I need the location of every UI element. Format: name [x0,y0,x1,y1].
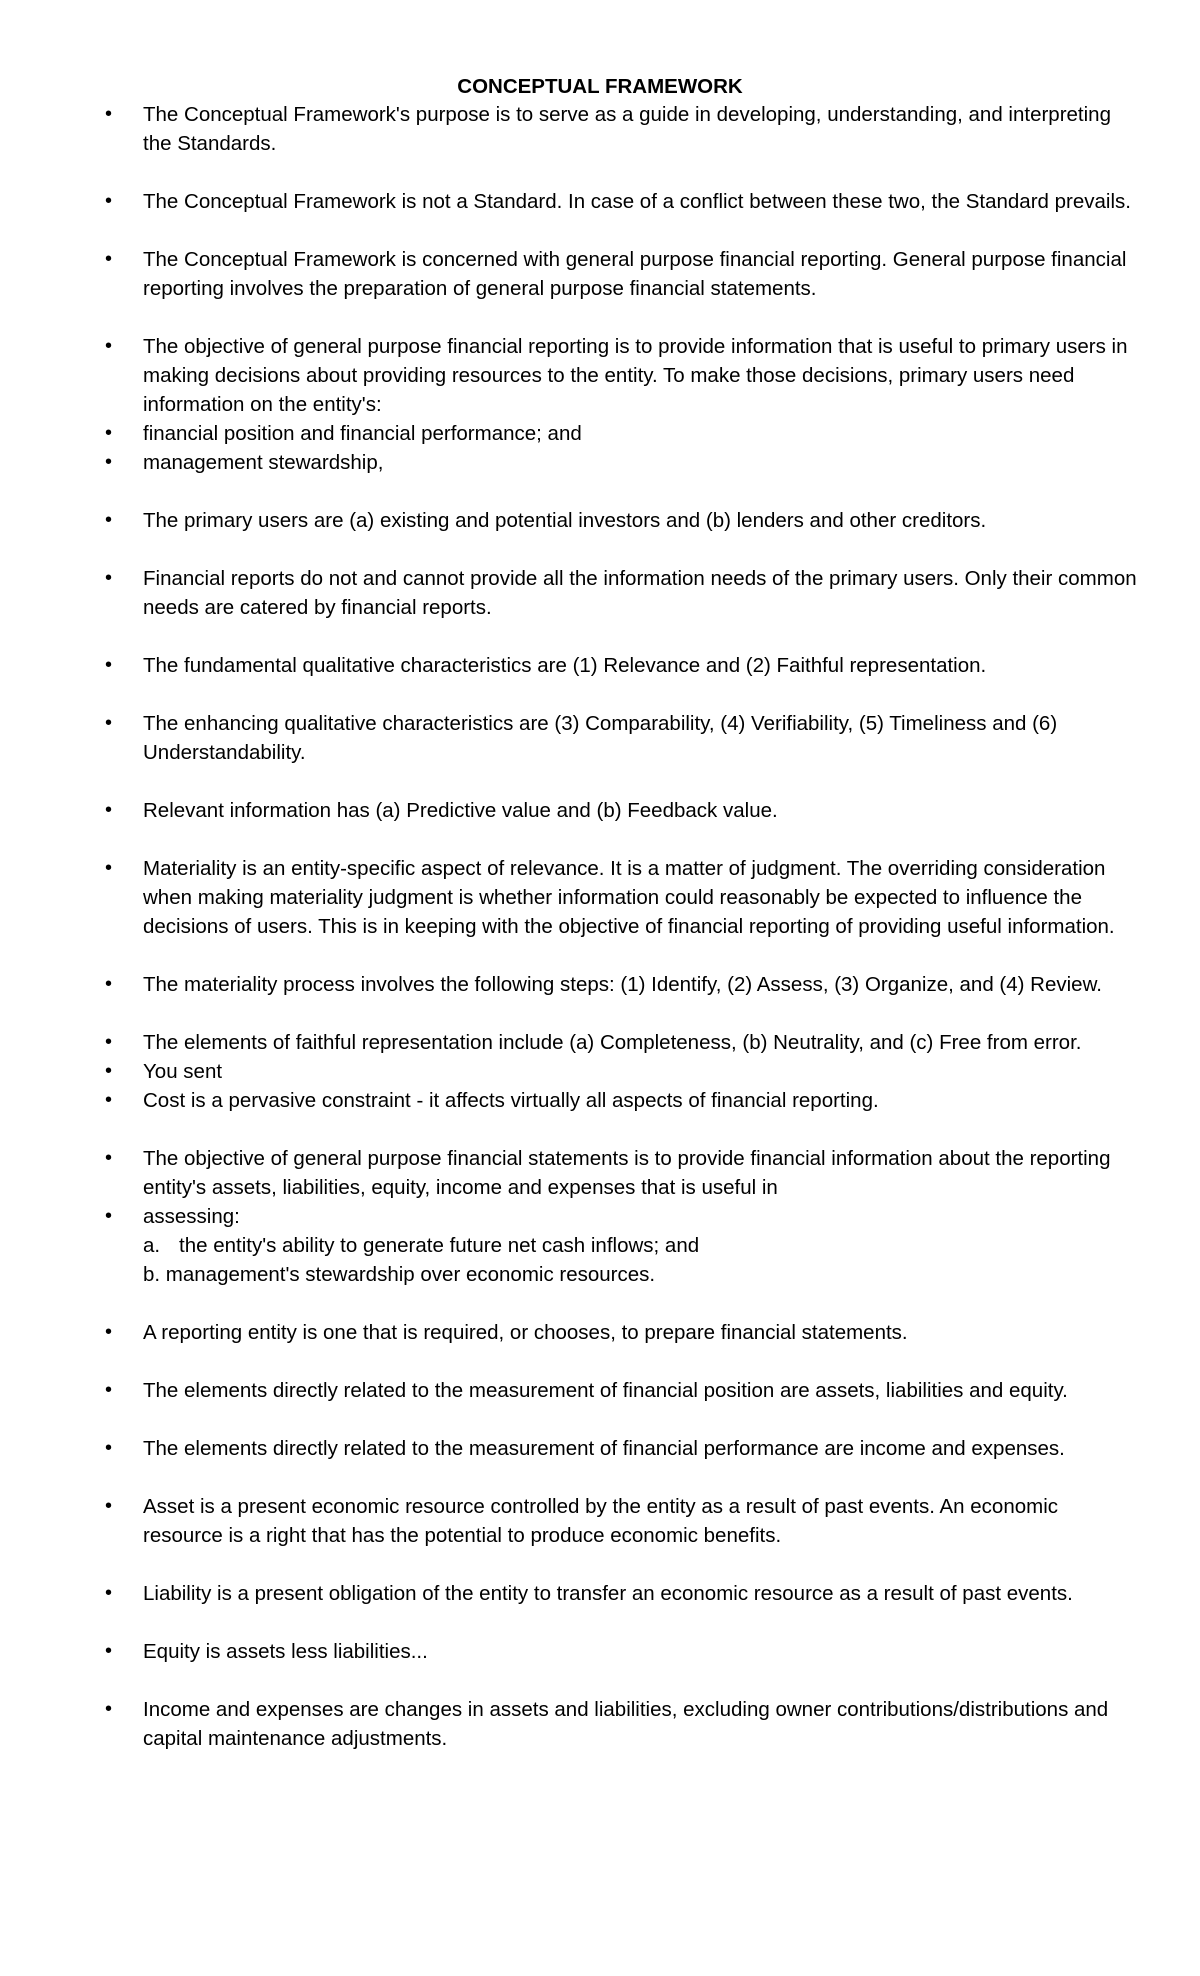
list-item [0,419,1143,448]
list-item [0,1202,1143,1231]
list-item [0,506,1143,535]
list-item-text: Asset is a present economic resource controlled by the entity as a result of past events. An economic resource is a right that has the potential to produce economic benefits. [143,1495,1059,1547]
bullet-icon: • [105,335,113,357]
list-item-text: The Conceptual Framework's purpose is to serve as a guide in developing, understanding, and interpreting the Standards. [143,103,1111,155]
sub-item-a [0,1231,1143,1260]
bullet-icon: • [105,654,113,676]
bullet-icon: • [105,1437,113,1459]
list-item-text: assessing: [143,1205,240,1228]
bullet-icon: • [105,567,113,589]
bullet-icon: • [105,1582,113,1604]
bullet-icon: • [105,1031,113,1053]
list-item-text: The elements of faithful representation include (a) Completeness, (b) Neutrality, and (c) Free from error. [143,1031,1082,1054]
list-item [0,1057,1143,1086]
list-item-text: The objective of general purpose financial reporting is to provide information that is useful to primary users in making decisions about providing resources to the entity. To make those decisions, primary users need information on the entity's: [143,335,1128,416]
list-item-text: The Conceptual Framework is concerned with general purpose financial reporting. General purpose financial reporting involves the preparation of general purpose financial statements. [143,248,1127,300]
bullet-icon: • [105,1495,113,1517]
list-item [0,1492,1143,1550]
list-item-text: The elements directly related to the measurement of financial performance are income and expenses. [143,1437,1065,1460]
list-item-text: Liability is a present obligation of the entity to transfer an economic resource as a result of past events. [143,1582,1073,1605]
list-item-text: The materiality process involves the following steps: (1) Identify, (2) Assess, (3) Organize, and (4) Review. [143,973,1102,996]
bullet-icon: • [105,248,113,270]
list-item [0,651,1143,680]
list-item [0,854,1143,941]
list-item [0,1144,1143,1202]
list-item-text: The primary users are (a) existing and potential investors and (b) lenders and other creditors. [143,509,987,532]
list-item-text: The elements directly related to the measurement of financial position are assets, liabilities and equity. [143,1379,1068,1402]
list-item [0,1434,1143,1463]
bullet-icon: • [105,1089,113,1111]
list-item [0,1318,1143,1347]
list-item [0,970,1143,999]
list-item [0,448,1143,477]
list-item [0,1376,1143,1405]
list-item [0,1579,1143,1608]
list-item-text: management stewardship, [143,451,384,474]
list-item-text: Financial reports do not and cannot provide all the information needs of the primary users. Only their common needs are catered by financial reports. [143,567,1137,619]
document-body [0,100,1200,1753]
sub-item-a-letter: a. [143,1234,161,1257]
bullet-icon: • [105,712,113,734]
bullet-icon: • [105,1640,113,1662]
bullet-icon: • [105,1205,113,1227]
list-item [0,1086,1143,1115]
bullet-icon: • [105,1698,113,1720]
list-item [0,187,1143,216]
list-item-text: financial position and financial performance; and [143,422,582,445]
bullet-icon: • [105,1147,113,1169]
list-item [0,245,1143,303]
list-item [0,709,1143,767]
document-title: CONCEPTUAL FRAMEWORK [457,75,743,98]
bullet-icon: • [105,103,113,125]
list-item-text: Income and expenses are changes in assets and liabilities, excluding owner contributions/distributions and capital maintenance adjustments. [143,1698,1109,1750]
list-item [0,564,1143,622]
list-item-text: Relevant information has (a) Predictive value and (b) Feedback value. [143,799,778,822]
bullet-icon: • [105,190,113,212]
list-item [0,1695,1143,1753]
list-item-text: The objective of general purpose financial statements is to provide financial information about the reporting entity's assets, liabilities, equity, income and expenses that is useful in [143,1147,1111,1199]
sub-item-a-text: the entity's ability to generate future net cash inflows; and [179,1234,700,1257]
bullet-icon: • [105,1060,113,1082]
bullet-icon: • [105,451,113,473]
list-item-text: A reporting entity is one that is required, or chooses, to prepare financial statements. [143,1321,908,1344]
sub-item-b-text: b. management's stewardship over economic resources. [143,1263,656,1286]
list-item-text: Equity is assets less liabilities... [143,1640,428,1663]
list-item [0,1028,1143,1057]
list-item-text: The enhancing qualitative characteristics are (3) Comparability, (4) Verifiability, (5) Timeliness and (6) Understandability. [143,712,1058,764]
bullet-icon: • [105,857,113,879]
bullet-icon: • [105,1379,113,1401]
list-item-text: You sent [143,1060,223,1083]
bullet-icon: • [105,799,113,821]
list-item [0,796,1143,825]
list-item-text: The fundamental qualitative characteristics are (1) Relevance and (2) Faithful representation. [143,654,987,677]
list-item [0,332,1143,419]
list-item [0,1637,1143,1666]
bullet-icon: • [105,973,113,995]
bullet-icon: • [105,422,113,444]
list-item-text: Cost is a pervasive constraint - it affects virtually all aspects of financial reporting. [143,1089,879,1112]
bullet-icon: • [105,1321,113,1343]
sub-item-b [0,1260,1143,1289]
list-item-text: The Conceptual Framework is not a Standard. In case of a conflict between these two, the Standard prevails. [143,190,1131,213]
bullet-icon: • [105,509,113,531]
list-item-text: Materiality is an entity-specific aspect of relevance. It is a matter of judgment. The overriding consideration when making materiality judgment is whether information could reasonably be expected to influence the decisions of users. This is in keeping with the objective of financial reporting of providing useful information. [143,857,1115,938]
list-item [0,100,1143,158]
